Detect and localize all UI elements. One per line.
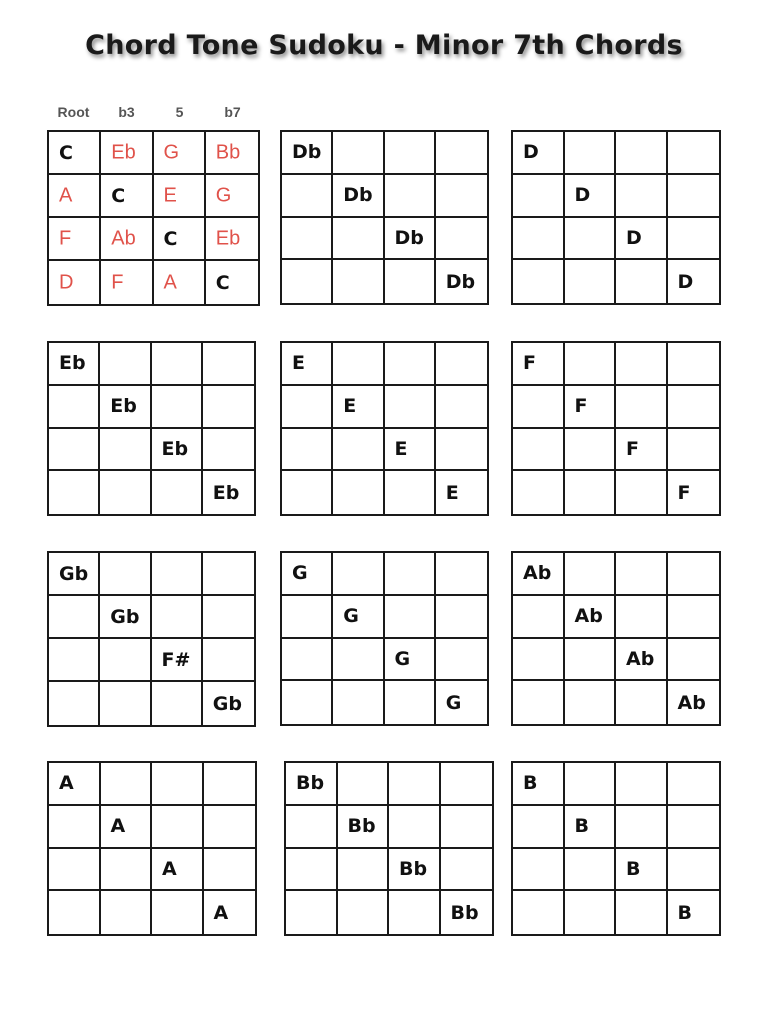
- cell-note: Ab: [677, 691, 706, 714]
- grid-cell[interactable]: [616, 639, 668, 682]
- cell-note: A: [59, 184, 73, 206]
- grid-cell[interactable]: [100, 471, 151, 514]
- grid-cell[interactable]: [49, 386, 100, 429]
- grid-cell[interactable]: [616, 343, 668, 386]
- cell-note: D: [626, 226, 642, 249]
- grid-cell[interactable]: [100, 553, 151, 596]
- grid-cell[interactable]: [616, 132, 668, 175]
- grid-cell[interactable]: [101, 132, 153, 175]
- grid-cell[interactable]: [49, 682, 100, 725]
- grid-cell[interactable]: [616, 806, 668, 849]
- grid-cell[interactable]: [282, 639, 333, 682]
- grid-cell[interactable]: [389, 763, 441, 806]
- grid-cell[interactable]: [616, 260, 668, 303]
- grid-cell[interactable]: [333, 471, 384, 514]
- grid-cell[interactable]: [513, 763, 565, 806]
- sudoku-grid-b-minor7: [511, 761, 721, 936]
- cell-note: E: [394, 437, 408, 460]
- grid-cell[interactable]: [203, 386, 254, 429]
- column-headers: [47, 104, 259, 120]
- grid-cell[interactable]: [565, 471, 617, 514]
- grid-cell[interactable]: [616, 429, 668, 472]
- cell-note: F: [626, 437, 639, 460]
- grid-cell[interactable]: [616, 681, 668, 724]
- cell-note: Gb: [212, 692, 242, 715]
- cell-note: Eb: [215, 227, 241, 249]
- cell-note: Ab: [626, 647, 655, 670]
- cell-note: B: [677, 901, 692, 924]
- sudoku-grid-g-minor7: [280, 551, 489, 726]
- grid-cell[interactable]: [49, 343, 100, 386]
- grid-cell[interactable]: [282, 596, 333, 639]
- cell-note: A: [163, 271, 177, 293]
- cell-note: Gb: [59, 562, 89, 585]
- sudoku-grid-d-minor7: [511, 130, 721, 305]
- grid-cell[interactable]: [616, 553, 668, 596]
- grid-cell[interactable]: [668, 806, 720, 849]
- grid-cell[interactable]: [565, 218, 617, 261]
- grid-cell[interactable]: [101, 849, 153, 892]
- grid-cell[interactable]: [616, 218, 668, 261]
- cell-note: G: [394, 647, 411, 670]
- grid-cell[interactable]: [385, 386, 436, 429]
- grid-cell[interactable]: [152, 429, 203, 472]
- cell-note: G: [215, 184, 232, 206]
- grid-cell[interactable]: [203, 343, 254, 386]
- grid-cell[interactable]: [565, 806, 617, 849]
- grid-cell[interactable]: [152, 639, 203, 682]
- grid-cell[interactable]: [282, 386, 333, 429]
- grid-cell[interactable]: [436, 681, 487, 724]
- grid-cell[interactable]: [203, 553, 254, 596]
- grid-cell[interactable]: [436, 596, 487, 639]
- grid-cell[interactable]: [49, 553, 100, 596]
- grid-cell[interactable]: [668, 849, 720, 892]
- cell-note: E: [163, 184, 177, 206]
- cell-note: Db: [292, 141, 322, 164]
- grid-cell[interactable]: [282, 132, 333, 175]
- cell-note: Ab: [523, 562, 552, 585]
- grid-cell[interactable]: [385, 471, 436, 514]
- column-header-b7: b7: [224, 104, 241, 120]
- cell-note: F#: [161, 648, 191, 671]
- cell-note: Db: [343, 184, 373, 207]
- grid-cell[interactable]: [333, 175, 384, 218]
- cell-note: C: [111, 184, 126, 207]
- grid-cell[interactable]: [152, 596, 203, 639]
- grid-cell[interactable]: [333, 596, 384, 639]
- grid-cell[interactable]: [565, 343, 617, 386]
- grid-cell[interactable]: [668, 681, 720, 724]
- grid-cell[interactable]: [282, 175, 333, 218]
- grid-cell[interactable]: [668, 429, 720, 472]
- sudoku-grid-f-minor7: [511, 341, 721, 516]
- grid-cell[interactable]: [152, 471, 203, 514]
- grid-cell[interactable]: [49, 175, 101, 218]
- grid-cell[interactable]: [513, 471, 565, 514]
- grid-cell[interactable]: [565, 681, 617, 724]
- grid-cell[interactable]: [282, 553, 333, 596]
- grid-cell[interactable]: [616, 596, 668, 639]
- grid-cell[interactable]: [513, 260, 565, 303]
- grid-cell[interactable]: [286, 849, 338, 892]
- cell-note: F: [523, 352, 536, 375]
- grid-cell[interactable]: [436, 175, 487, 218]
- grid-cell[interactable]: [436, 218, 487, 261]
- grid-cell[interactable]: [206, 175, 258, 218]
- grid-cell[interactable]: [565, 596, 617, 639]
- grid-cell[interactable]: [389, 891, 441, 934]
- grid-cell[interactable]: [616, 386, 668, 429]
- grid-cell[interactable]: [668, 218, 720, 261]
- grid-cell[interactable]: [286, 891, 338, 934]
- grid-cell[interactable]: [206, 132, 258, 175]
- column-header-b3: b3: [118, 104, 135, 120]
- grid-cell[interactable]: [513, 429, 565, 472]
- grid-cell[interactable]: [385, 596, 436, 639]
- grid-cell[interactable]: [204, 849, 256, 892]
- grid-cell[interactable]: [513, 806, 565, 849]
- grid-cell[interactable]: [513, 891, 565, 934]
- cell-note: Db: [394, 226, 424, 249]
- grid-cell[interactable]: [668, 386, 720, 429]
- grid-cell[interactable]: [100, 386, 151, 429]
- grid-cell[interactable]: [152, 806, 204, 849]
- grid-cell[interactable]: [385, 175, 436, 218]
- cell-note: D: [59, 271, 74, 293]
- grid-cell[interactable]: [101, 806, 153, 849]
- grid-cell[interactable]: [389, 849, 441, 892]
- grid-cell[interactable]: [152, 343, 203, 386]
- grid-cell[interactable]: [338, 806, 390, 849]
- cell-note: Eb: [161, 437, 189, 460]
- grid-cell[interactable]: [154, 175, 206, 218]
- grid-cell[interactable]: [385, 343, 436, 386]
- grid-cell[interactable]: [333, 343, 384, 386]
- grid-cell[interactable]: [333, 681, 384, 724]
- grid-cell[interactable]: [565, 553, 617, 596]
- grid-cell[interactable]: [154, 132, 206, 175]
- column-header-root: Root: [57, 104, 90, 120]
- grid-cell[interactable]: [49, 849, 101, 892]
- grid-cell[interactable]: [282, 681, 333, 724]
- grid-cell[interactable]: [338, 849, 390, 892]
- grid-cell[interactable]: [152, 386, 203, 429]
- grid-cell[interactable]: [203, 471, 254, 514]
- cell-note: Gb: [110, 605, 140, 628]
- grid-cell[interactable]: [282, 260, 333, 303]
- grid-cell[interactable]: [338, 891, 390, 934]
- grid-cell[interactable]: [282, 471, 333, 514]
- cell-note: Eb: [111, 141, 136, 163]
- grid-cell[interactable]: [565, 386, 617, 429]
- grid-cell[interactable]: [152, 891, 204, 934]
- grid-cell[interactable]: [152, 849, 204, 892]
- grid-cell[interactable]: [385, 553, 436, 596]
- grid-cell[interactable]: [616, 471, 668, 514]
- grid-cell[interactable]: [441, 891, 493, 934]
- grid-cell[interactable]: [204, 763, 256, 806]
- grid-cell[interactable]: [100, 682, 151, 725]
- grid-cell[interactable]: [338, 763, 390, 806]
- cell-note: Ab: [574, 605, 603, 628]
- grid-cell[interactable]: [668, 763, 720, 806]
- grid-cell[interactable]: [203, 596, 254, 639]
- cell-note: E: [445, 481, 459, 504]
- grid-cell[interactable]: [101, 218, 153, 261]
- grid-cell[interactable]: [49, 891, 101, 934]
- grid-cell[interactable]: [668, 891, 720, 934]
- grid-cell[interactable]: [152, 682, 203, 725]
- grid-cell[interactable]: [203, 429, 254, 472]
- grid-cell[interactable]: [286, 806, 338, 849]
- cell-note: A: [59, 772, 74, 795]
- grid-cell[interactable]: [385, 132, 436, 175]
- grid-cell[interactable]: [100, 343, 151, 386]
- grid-cell[interactable]: [668, 260, 720, 303]
- cell-note: Db: [445, 270, 476, 293]
- grid-cell[interactable]: [668, 596, 720, 639]
- grid-cell[interactable]: [441, 806, 493, 849]
- grid-cell[interactable]: [436, 343, 487, 386]
- grid-cell[interactable]: [513, 553, 565, 596]
- grid-cell[interactable]: [333, 386, 384, 429]
- cell-note: A: [162, 857, 177, 880]
- grid-cell[interactable]: [565, 763, 617, 806]
- grid-cell[interactable]: [513, 596, 565, 639]
- grid-cell[interactable]: [333, 429, 384, 472]
- grid-cell[interactable]: [436, 132, 487, 175]
- grid-cell[interactable]: [668, 132, 720, 175]
- grid-cell[interactable]: [441, 763, 493, 806]
- sudoku-grid-db-minor7: [280, 130, 489, 305]
- sudoku-grid-e-minor7: [280, 341, 489, 516]
- grid-cell[interactable]: [49, 806, 101, 849]
- grid-cell[interactable]: [513, 175, 565, 218]
- grid-cell[interactable]: [333, 132, 384, 175]
- sudoku-grid-ab-minor7: [511, 551, 721, 726]
- cell-note: F: [574, 395, 588, 418]
- cell-note: D: [677, 270, 694, 293]
- grid-cell[interactable]: [101, 763, 153, 806]
- grid-cell[interactable]: [565, 429, 617, 472]
- grid-cell[interactable]: [513, 386, 565, 429]
- grid-cell[interactable]: [513, 132, 565, 175]
- grid-cell[interactable]: [101, 891, 153, 934]
- grid-cell[interactable]: [282, 218, 333, 261]
- grid-cell[interactable]: [436, 471, 487, 514]
- cell-note: C: [163, 227, 178, 250]
- grid-cell[interactable]: [49, 639, 100, 682]
- grid-cell[interactable]: [389, 806, 441, 849]
- grid-cell[interactable]: [49, 596, 100, 639]
- cell-note: Eb: [110, 395, 137, 418]
- grid-cell[interactable]: [206, 218, 258, 261]
- sudoku-grid-bb-minor7: [284, 761, 494, 936]
- grid-cell[interactable]: [100, 639, 151, 682]
- grid-cell[interactable]: [333, 218, 384, 261]
- grid-cell[interactable]: [333, 639, 384, 682]
- grid-cell[interactable]: [565, 849, 617, 892]
- cell-note: Ab: [111, 227, 136, 249]
- sudoku-grid-gb-minor7: [47, 551, 256, 727]
- grid-cell[interactable]: [203, 639, 254, 682]
- grid-cell[interactable]: [204, 891, 256, 934]
- grid-cell[interactable]: [206, 261, 258, 304]
- grid-cell[interactable]: [49, 261, 101, 304]
- grid-cell[interactable]: [385, 429, 436, 472]
- grid-cell[interactable]: [282, 429, 333, 472]
- grid-cell[interactable]: [565, 639, 617, 682]
- cell-note: B: [523, 772, 538, 795]
- grid-cell[interactable]: [282, 343, 333, 386]
- grid-cell[interactable]: [100, 596, 151, 639]
- cell-note: Eb: [212, 481, 240, 504]
- cell-note: E: [292, 352, 305, 375]
- grid-cell[interactable]: [436, 639, 487, 682]
- grid-cell[interactable]: [436, 553, 487, 596]
- grid-cell[interactable]: [101, 175, 153, 218]
- grid-cell[interactable]: [441, 849, 493, 892]
- cell-note: F: [111, 271, 124, 293]
- grid-cell[interactable]: [385, 681, 436, 724]
- column-header-5: 5: [175, 104, 184, 120]
- grid-cell[interactable]: [49, 429, 100, 472]
- grid-cell[interactable]: [154, 261, 206, 304]
- grid-cell[interactable]: [565, 175, 617, 218]
- grid-cell[interactable]: [385, 218, 436, 261]
- grid-cell[interactable]: [513, 681, 565, 724]
- cell-note: E: [343, 395, 357, 418]
- grid-cell[interactable]: [204, 806, 256, 849]
- grid-cell[interactable]: [49, 218, 101, 261]
- grid-cell[interactable]: [152, 553, 203, 596]
- grid-cell[interactable]: [101, 261, 153, 304]
- grid-cell[interactable]: [49, 763, 101, 806]
- cell-note: A: [213, 901, 229, 924]
- page-title: Chord Tone Sudoku - Minor 7th Chords: [85, 30, 683, 61]
- grid-cell[interactable]: [668, 553, 720, 596]
- grid-cell[interactable]: [668, 343, 720, 386]
- grid-cell[interactable]: [436, 260, 487, 303]
- example-grid-c-minor7: [47, 130, 260, 306]
- grid-cell[interactable]: [333, 260, 384, 303]
- cell-note: Bb: [399, 857, 428, 880]
- cell-note: G: [343, 605, 359, 628]
- cell-note: B: [626, 857, 641, 880]
- grid-cell[interactable]: [513, 218, 565, 261]
- grid-cell[interactable]: [668, 471, 720, 514]
- cell-note: D: [523, 141, 539, 164]
- grid-cell[interactable]: [513, 343, 565, 386]
- grid-cell[interactable]: [100, 429, 151, 472]
- cell-note: Bb: [296, 772, 325, 795]
- sudoku-grid-a-minor7: [47, 761, 257, 936]
- grid-cell[interactable]: [436, 429, 487, 472]
- cell-note: G: [445, 691, 462, 714]
- grid-cell[interactable]: [385, 639, 436, 682]
- cell-note: G: [292, 562, 308, 585]
- cell-note: Bb: [215, 141, 241, 163]
- grid-cell[interactable]: [616, 763, 668, 806]
- cell-note: A: [110, 815, 126, 838]
- cell-note: F: [59, 227, 72, 249]
- cell-note: Bb: [347, 815, 376, 838]
- grid-cell[interactable]: [668, 639, 720, 682]
- grid-cell[interactable]: [203, 682, 254, 725]
- cell-note: D: [574, 184, 591, 207]
- grid-cell[interactable]: [668, 175, 720, 218]
- grid-cell[interactable]: [49, 471, 100, 514]
- cell-note: Eb: [59, 352, 86, 375]
- grid-cell[interactable]: [513, 639, 565, 682]
- cell-note: C: [215, 271, 230, 294]
- cell-note: B: [574, 815, 589, 838]
- grid-cell[interactable]: [385, 260, 436, 303]
- sudoku-grid-eb-minor7: [47, 341, 256, 516]
- cell-note: G: [163, 141, 180, 163]
- grid-cell[interactable]: [565, 891, 617, 934]
- grid-cell[interactable]: [616, 175, 668, 218]
- grid-cell[interactable]: [565, 260, 617, 303]
- cell-note: F: [677, 481, 691, 504]
- grid-cell[interactable]: [152, 763, 204, 806]
- cell-note: Bb: [450, 901, 479, 924]
- grid-cell[interactable]: [154, 218, 206, 261]
- grid-cell[interactable]: [513, 849, 565, 892]
- grid-cell[interactable]: [616, 849, 668, 892]
- grid-cell[interactable]: [565, 132, 617, 175]
- grid-cell[interactable]: [616, 891, 668, 934]
- grid-cell[interactable]: [49, 132, 101, 175]
- grid-cell[interactable]: [286, 763, 338, 806]
- grid-cell[interactable]: [333, 553, 384, 596]
- grid-cell[interactable]: [436, 386, 487, 429]
- cell-note: C: [59, 141, 73, 164]
